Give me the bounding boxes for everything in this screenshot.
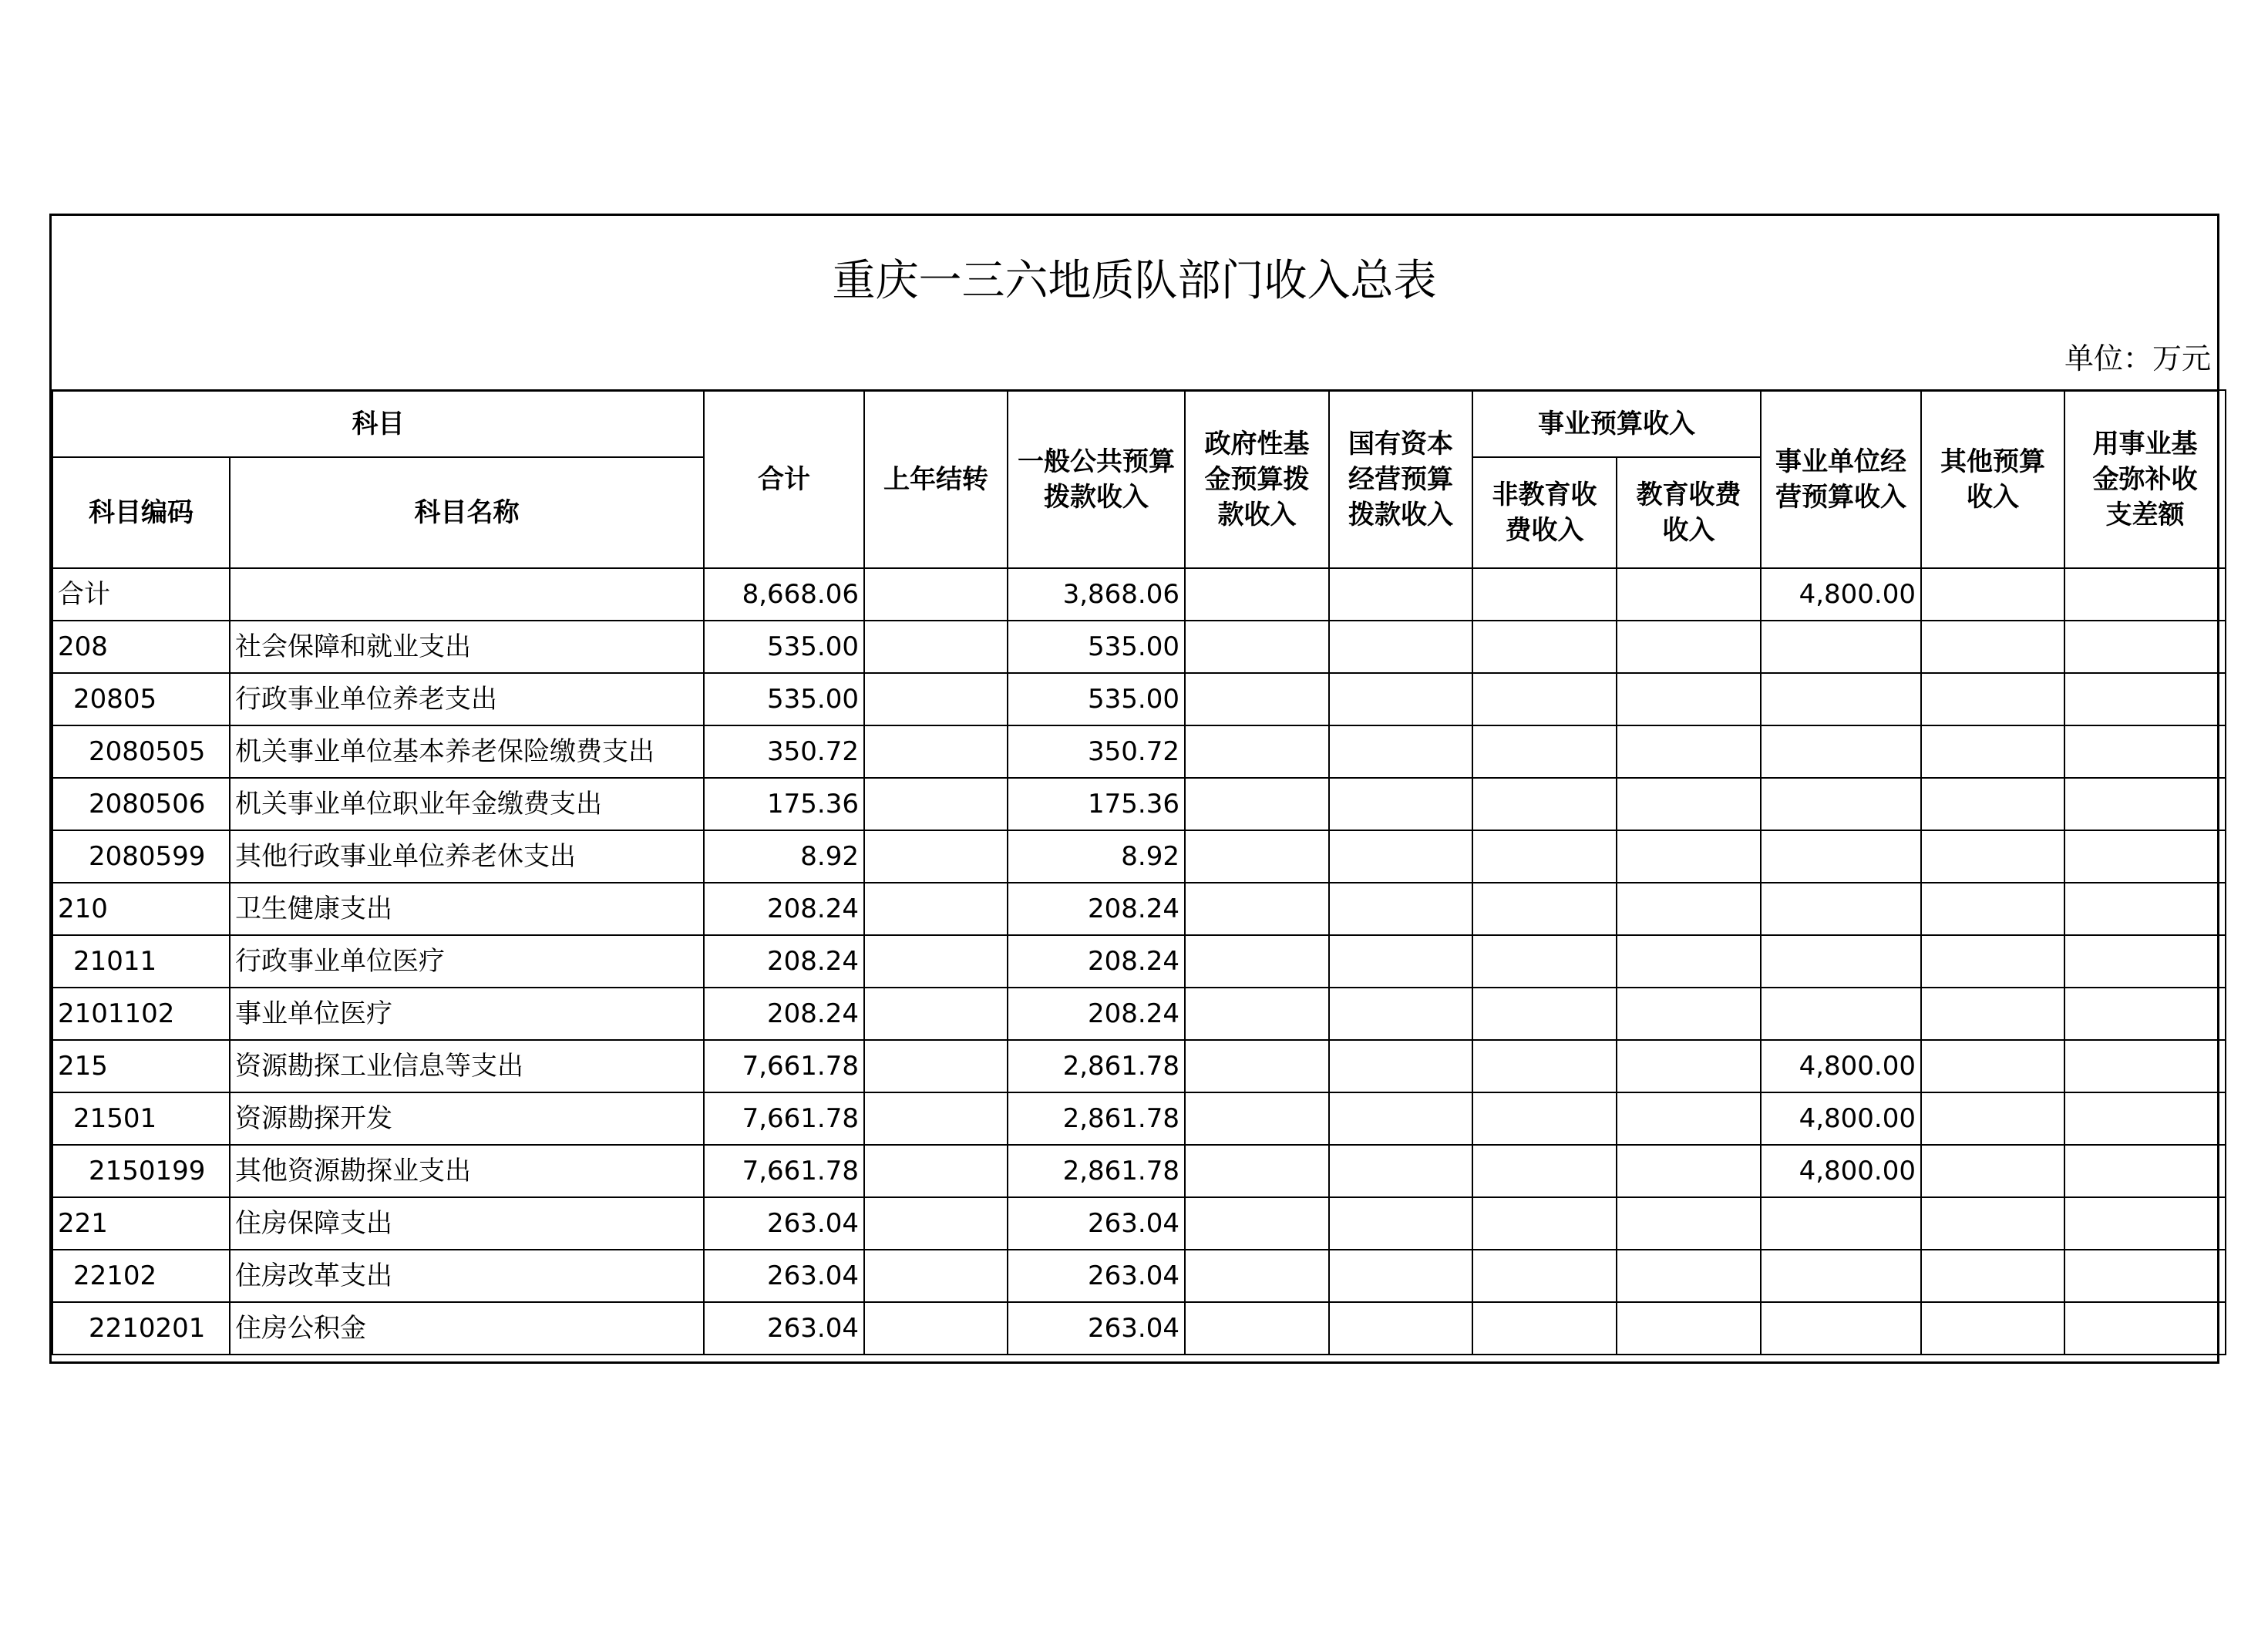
header-gov-fund-budget-label: 政府性基金预算拨款收入 bbox=[1204, 428, 1310, 530]
cell-general: 535.00 bbox=[1008, 621, 1185, 673]
cell-operating bbox=[1761, 883, 1921, 935]
cell-subject-name: 社会保障和就业支出 bbox=[230, 621, 704, 673]
header-other-budget bbox=[1921, 390, 2064, 568]
cell-other bbox=[1921, 778, 2064, 830]
header-general-public-budget-label: 一般公共预算拨款收入 bbox=[1018, 446, 1175, 513]
income-summary-sheet bbox=[49, 214, 2219, 1364]
header-subject-code: 科目编码 bbox=[52, 457, 230, 568]
header-state-capital-budget bbox=[1329, 390, 1472, 568]
cell-state-capital bbox=[1329, 568, 1472, 621]
cell-total: 208.24 bbox=[704, 883, 864, 935]
table-row bbox=[52, 1302, 2226, 1355]
header-business-unit-operating-label: 事业单位经营预算收入 bbox=[1775, 446, 1906, 513]
table-row bbox=[52, 1250, 2226, 1302]
cell-gov-fund bbox=[1185, 935, 1329, 988]
cell-edu bbox=[1617, 621, 1761, 673]
cell-non-edu bbox=[1472, 1145, 1617, 1197]
cell-operating bbox=[1761, 988, 1921, 1040]
cell-subject-name bbox=[230, 568, 704, 621]
cell-other bbox=[1921, 673, 2064, 725]
cell-prior bbox=[864, 830, 1008, 883]
cell-operating bbox=[1761, 830, 1921, 883]
cell-subject-name: 资源勘探工业信息等支出 bbox=[230, 1040, 704, 1092]
header-gov-fund-budget bbox=[1185, 390, 1329, 568]
header-subject-group: 科目 bbox=[52, 390, 704, 457]
header-row-1 bbox=[52, 390, 2226, 457]
cell-edu bbox=[1617, 673, 1761, 725]
cell-non-edu bbox=[1472, 1250, 1617, 1302]
header-balance-fund-label: 用事业基金弥补收支差额 bbox=[2092, 428, 2198, 530]
cell-subject-name: 资源勘探开发 bbox=[230, 1092, 704, 1145]
cell-fund bbox=[2064, 1145, 2226, 1197]
cell-state-capital bbox=[1329, 621, 1472, 673]
cell-non-edu bbox=[1472, 568, 1617, 621]
cell-subject-code: 221 bbox=[52, 1197, 230, 1250]
header-business-budget-group: 事业预算收入 bbox=[1472, 390, 1761, 457]
cell-other bbox=[1921, 1302, 2064, 1355]
cell-subject-code: 208 bbox=[52, 621, 230, 673]
cell-subject-code: 2150199 bbox=[52, 1145, 230, 1197]
cell-total: 175.36 bbox=[704, 778, 864, 830]
cell-operating: 4,800.00 bbox=[1761, 568, 1921, 621]
cell-general: 3,868.06 bbox=[1008, 568, 1185, 621]
cell-gov-fund bbox=[1185, 1197, 1329, 1250]
cell-subject-name: 机关事业单位基本养老保险缴费支出 bbox=[230, 725, 704, 778]
cell-state-capital bbox=[1329, 830, 1472, 883]
cell-prior bbox=[864, 1092, 1008, 1145]
cell-gov-fund bbox=[1185, 988, 1329, 1040]
cell-subject-code: 21011 bbox=[52, 935, 230, 988]
cell-total: 7,661.78 bbox=[704, 1145, 864, 1197]
cell-subject-code: 合计 bbox=[52, 568, 230, 621]
cell-edu bbox=[1617, 883, 1761, 935]
cell-operating: 4,800.00 bbox=[1761, 1145, 1921, 1197]
cell-subject-name: 其他行政事业单位养老休支出 bbox=[230, 830, 704, 883]
cell-other bbox=[1921, 1040, 2064, 1092]
cell-fund bbox=[2064, 1302, 2226, 1355]
cell-subject-code: 2080505 bbox=[52, 725, 230, 778]
cell-total: 263.04 bbox=[704, 1197, 864, 1250]
cell-other bbox=[1921, 568, 2064, 621]
header-other-budget-label: 其他预算收入 bbox=[1940, 446, 2045, 513]
cell-fund bbox=[2064, 1092, 2226, 1145]
cell-gov-fund bbox=[1185, 568, 1329, 621]
cell-other bbox=[1921, 830, 2064, 883]
cell-subject-code: 20805 bbox=[52, 673, 230, 725]
table-row bbox=[52, 778, 2226, 830]
cell-edu bbox=[1617, 568, 1761, 621]
cell-general: 350.72 bbox=[1008, 725, 1185, 778]
cell-fund bbox=[2064, 621, 2226, 673]
cell-non-edu bbox=[1472, 725, 1617, 778]
table-row bbox=[52, 621, 2226, 673]
cell-general: 263.04 bbox=[1008, 1302, 1185, 1355]
cell-operating bbox=[1761, 778, 1921, 830]
cell-general: 175.36 bbox=[1008, 778, 1185, 830]
cell-other bbox=[1921, 1145, 2064, 1197]
cell-state-capital bbox=[1329, 673, 1472, 725]
cell-state-capital bbox=[1329, 1040, 1472, 1092]
header-prior-year-balance: 上年结转 bbox=[864, 390, 1008, 568]
cell-subject-name: 卫生健康支出 bbox=[230, 883, 704, 935]
cell-operating bbox=[1761, 673, 1921, 725]
page-title: 重庆一三六地质队部门收入总表 bbox=[832, 256, 1437, 306]
cell-non-edu bbox=[1472, 883, 1617, 935]
header-general-public-budget bbox=[1008, 390, 1185, 568]
cell-non-edu bbox=[1472, 830, 1617, 883]
cell-total: 263.04 bbox=[704, 1250, 864, 1302]
cell-fund bbox=[2064, 725, 2226, 778]
cell-general: 263.04 bbox=[1008, 1250, 1185, 1302]
cell-non-edu bbox=[1472, 935, 1617, 988]
cell-gov-fund bbox=[1185, 778, 1329, 830]
cell-edu bbox=[1617, 1197, 1761, 1250]
cell-gov-fund bbox=[1185, 830, 1329, 883]
cell-non-edu bbox=[1472, 1197, 1617, 1250]
cell-prior bbox=[864, 883, 1008, 935]
cell-prior bbox=[864, 778, 1008, 830]
cell-fund bbox=[2064, 830, 2226, 883]
cell-operating bbox=[1761, 1197, 1921, 1250]
cell-fund bbox=[2064, 673, 2226, 725]
cell-subject-name: 住房保障支出 bbox=[230, 1197, 704, 1250]
cell-non-edu bbox=[1472, 673, 1617, 725]
cell-subject-code: 2080506 bbox=[52, 778, 230, 830]
cell-fund bbox=[2064, 778, 2226, 830]
header-state-capital-budget-label: 国有资本经营预算拨款收入 bbox=[1348, 428, 1453, 530]
cell-state-capital bbox=[1329, 1092, 1472, 1145]
cell-fund bbox=[2064, 1197, 2226, 1250]
cell-subject-code: 210 bbox=[52, 883, 230, 935]
table-row bbox=[52, 830, 2226, 883]
cell-subject-code: 22102 bbox=[52, 1250, 230, 1302]
cell-operating bbox=[1761, 935, 1921, 988]
cell-total: 8,668.06 bbox=[704, 568, 864, 621]
cell-gov-fund bbox=[1185, 725, 1329, 778]
cell-general: 208.24 bbox=[1008, 988, 1185, 1040]
cell-prior bbox=[864, 935, 1008, 988]
cell-non-edu bbox=[1472, 1302, 1617, 1355]
cell-prior bbox=[864, 1302, 1008, 1355]
header-education-fee-label: 教育收费收入 bbox=[1636, 480, 1741, 546]
cell-state-capital bbox=[1329, 935, 1472, 988]
cell-other bbox=[1921, 1250, 2064, 1302]
cell-subject-code: 2210201 bbox=[52, 1302, 230, 1355]
cell-fund bbox=[2064, 935, 2226, 988]
cell-edu bbox=[1617, 1250, 1761, 1302]
cell-gov-fund bbox=[1185, 673, 1329, 725]
cell-state-capital bbox=[1329, 1145, 1472, 1197]
table-row bbox=[52, 1145, 2226, 1197]
cell-subject-name: 其他资源勘探业支出 bbox=[230, 1145, 704, 1197]
cell-prior bbox=[864, 988, 1008, 1040]
cell-non-edu bbox=[1472, 621, 1617, 673]
cell-fund bbox=[2064, 568, 2226, 621]
cell-edu bbox=[1617, 1092, 1761, 1145]
cell-edu bbox=[1617, 935, 1761, 988]
cell-prior bbox=[864, 1197, 1008, 1250]
cell-total: 263.04 bbox=[704, 1302, 864, 1355]
header-total: 合计 bbox=[704, 390, 864, 568]
cell-state-capital bbox=[1329, 988, 1472, 1040]
cell-other bbox=[1921, 883, 2064, 935]
cell-total: 350.72 bbox=[704, 725, 864, 778]
cell-edu bbox=[1617, 778, 1761, 830]
cell-total: 535.00 bbox=[704, 673, 864, 725]
cell-edu bbox=[1617, 988, 1761, 1040]
cell-subject-name: 机关事业单位职业年金缴费支出 bbox=[230, 778, 704, 830]
cell-prior bbox=[864, 1250, 1008, 1302]
cell-general: 8.92 bbox=[1008, 830, 1185, 883]
cell-general: 208.24 bbox=[1008, 883, 1185, 935]
cell-subject-name: 行政事业单位养老支出 bbox=[230, 673, 704, 725]
cell-total: 7,661.78 bbox=[704, 1040, 864, 1092]
table-row bbox=[52, 935, 2226, 988]
cell-subject-name: 事业单位医疗 bbox=[230, 988, 704, 1040]
cell-other bbox=[1921, 1197, 2064, 1250]
cell-fund bbox=[2064, 1250, 2226, 1302]
cell-gov-fund bbox=[1185, 883, 1329, 935]
cell-edu bbox=[1617, 1302, 1761, 1355]
cell-operating bbox=[1761, 1250, 1921, 1302]
table-row bbox=[52, 568, 2226, 621]
cell-other bbox=[1921, 988, 2064, 1040]
cell-operating bbox=[1761, 621, 1921, 673]
cell-subject-code: 21501 bbox=[52, 1092, 230, 1145]
cell-gov-fund bbox=[1185, 621, 1329, 673]
cell-other bbox=[1921, 1092, 2064, 1145]
cell-operating: 4,800.00 bbox=[1761, 1092, 1921, 1145]
cell-gov-fund bbox=[1185, 1302, 1329, 1355]
cell-fund bbox=[2064, 988, 2226, 1040]
cell-gov-fund bbox=[1185, 1092, 1329, 1145]
cell-non-edu bbox=[1472, 778, 1617, 830]
cell-prior bbox=[864, 1040, 1008, 1092]
cell-non-edu bbox=[1472, 1092, 1617, 1145]
cell-operating bbox=[1761, 725, 1921, 778]
cell-edu bbox=[1617, 1145, 1761, 1197]
cell-state-capital bbox=[1329, 725, 1472, 778]
cell-total: 8.92 bbox=[704, 830, 864, 883]
table-row bbox=[52, 725, 2226, 778]
cell-subject-name: 行政事业单位医疗 bbox=[230, 935, 704, 988]
cell-general: 208.24 bbox=[1008, 935, 1185, 988]
cell-subject-code: 2101102 bbox=[52, 988, 230, 1040]
cell-general: 2,861.78 bbox=[1008, 1145, 1185, 1197]
table-row bbox=[52, 988, 2226, 1040]
cell-edu bbox=[1617, 725, 1761, 778]
header-non-education-fee-label: 非教育收费收入 bbox=[1492, 480, 1597, 546]
table-row bbox=[52, 883, 2226, 935]
title-area bbox=[52, 216, 2217, 392]
cell-prior bbox=[864, 673, 1008, 725]
cell-state-capital bbox=[1329, 1197, 1472, 1250]
cell-edu bbox=[1617, 830, 1761, 883]
cell-total: 535.00 bbox=[704, 621, 864, 673]
cell-general: 535.00 bbox=[1008, 673, 1185, 725]
table-row bbox=[52, 673, 2226, 725]
cell-other bbox=[1921, 621, 2064, 673]
table-row bbox=[52, 1197, 2226, 1250]
cell-edu bbox=[1617, 1040, 1761, 1092]
cell-state-capital bbox=[1329, 778, 1472, 830]
header-education-fee bbox=[1617, 457, 1761, 568]
cell-state-capital bbox=[1329, 883, 1472, 935]
cell-fund bbox=[2064, 883, 2226, 935]
cell-total: 208.24 bbox=[704, 988, 864, 1040]
cell-subject-name: 住房改革支出 bbox=[230, 1250, 704, 1302]
cell-other bbox=[1921, 935, 2064, 988]
cell-general: 2,861.78 bbox=[1008, 1040, 1185, 1092]
cell-gov-fund bbox=[1185, 1250, 1329, 1302]
cell-general: 263.04 bbox=[1008, 1197, 1185, 1250]
cell-gov-fund bbox=[1185, 1040, 1329, 1092]
cell-state-capital bbox=[1329, 1302, 1472, 1355]
cell-subject-code: 2080599 bbox=[52, 830, 230, 883]
cell-general: 2,861.78 bbox=[1008, 1092, 1185, 1145]
cell-operating bbox=[1761, 1302, 1921, 1355]
cell-prior bbox=[864, 568, 1008, 621]
unit-label: 单位：万元 bbox=[2064, 342, 2211, 375]
cell-prior bbox=[864, 621, 1008, 673]
header-non-education-fee bbox=[1472, 457, 1617, 568]
cell-subject-code: 215 bbox=[52, 1040, 230, 1092]
header-business-unit-operating bbox=[1761, 390, 1921, 568]
cell-non-edu bbox=[1472, 1040, 1617, 1092]
income-table bbox=[52, 389, 2226, 1355]
table-row bbox=[52, 1092, 2226, 1145]
cell-fund bbox=[2064, 1040, 2226, 1092]
cell-non-edu bbox=[1472, 988, 1617, 1040]
cell-prior bbox=[864, 725, 1008, 778]
cell-gov-fund bbox=[1185, 1145, 1329, 1197]
cell-total: 7,661.78 bbox=[704, 1092, 864, 1145]
header-balance-fund bbox=[2064, 390, 2226, 568]
cell-state-capital bbox=[1329, 1250, 1472, 1302]
cell-subject-name: 住房公积金 bbox=[230, 1302, 704, 1355]
header-subject-name: 科目名称 bbox=[230, 457, 704, 568]
cell-operating: 4,800.00 bbox=[1761, 1040, 1921, 1092]
cell-total: 208.24 bbox=[704, 935, 864, 988]
cell-other bbox=[1921, 725, 2064, 778]
table-row bbox=[52, 1040, 2226, 1092]
cell-prior bbox=[864, 1145, 1008, 1197]
